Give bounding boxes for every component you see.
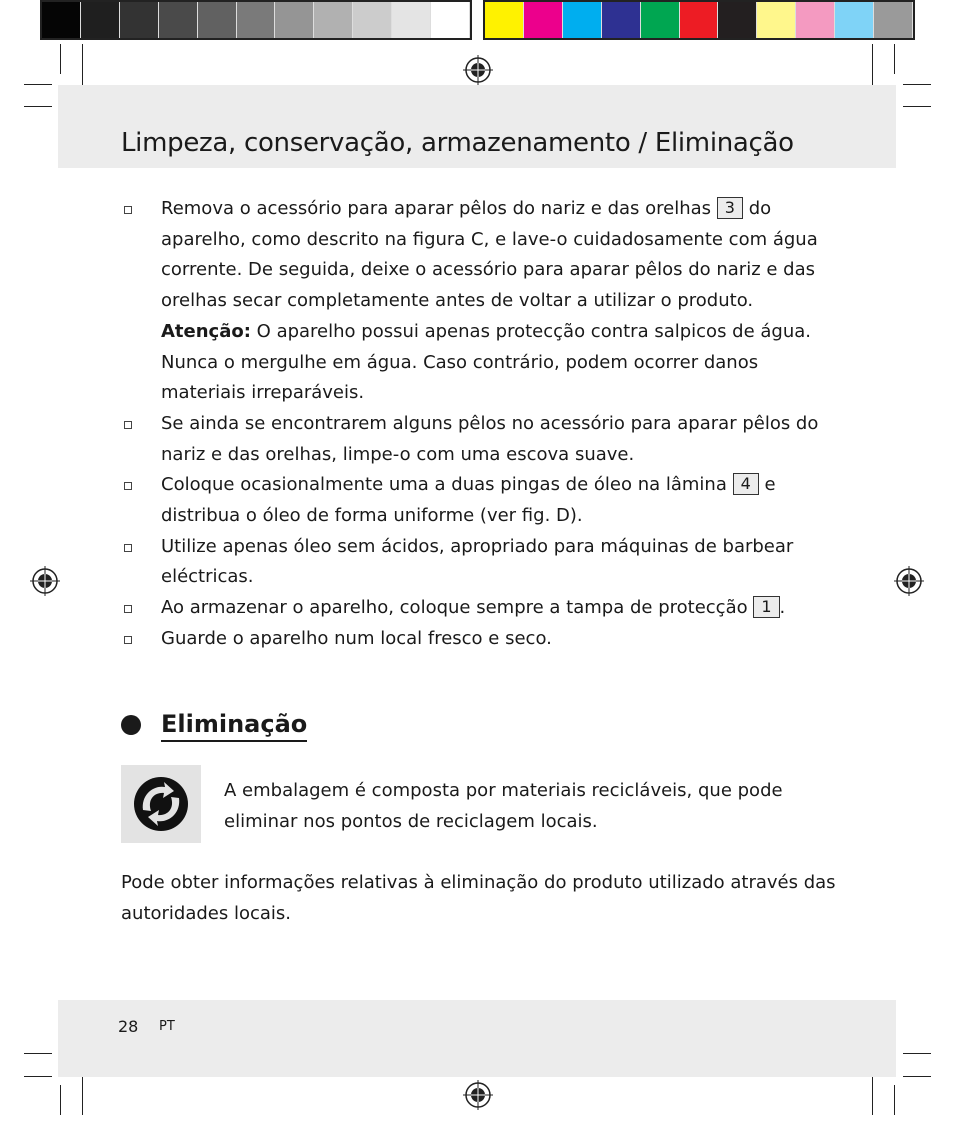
recycling-logo-box	[121, 765, 201, 843]
page-language: PT	[159, 1019, 175, 1034]
list-item-text: Coloque ocasionalmente uma a duas pingas de óleo na lâmina	[161, 474, 727, 496]
checkbox-bullet-icon	[124, 482, 132, 490]
color-swatch	[524, 2, 563, 38]
color-swatch	[835, 2, 874, 38]
crop-mark	[903, 106, 931, 107]
section-heading	[121, 708, 307, 742]
checkbox-bullet-icon	[124, 605, 132, 613]
list-item	[121, 409, 841, 470]
color-swatch	[757, 2, 796, 38]
registration-mark-icon	[894, 566, 924, 596]
checkbox-bullet-icon	[124, 421, 132, 429]
list-item-text: Utilize apenas óleo sem ácidos, apropriado para máquinas de barbear eléctricas.	[161, 535, 794, 588]
color-swatch	[237, 2, 276, 38]
list-item-text: do aparelho, como descrito na figura C, e lave-o cuidadosamente com água corrente. De seguida, deixe o acessório para aparar pêlos do nariz e das orelhas secar completamente antes de voltar a utilizar o produto.	[161, 198, 818, 312]
crop-mark	[872, 44, 873, 89]
part-reference-badge: 1	[753, 596, 779, 618]
registration-mark-icon	[30, 566, 60, 596]
page-number: 28	[118, 1017, 139, 1036]
color-swatch	[874, 2, 913, 38]
process-color-bar	[483, 0, 915, 40]
warning-label: Atenção:	[161, 320, 251, 342]
color-swatch	[392, 2, 431, 38]
list-item-text: Se ainda se encontrarem alguns pêlos no acessório para aparar pêlos do nariz e das orelhas, limpe-o com uma escova suave.	[161, 412, 819, 465]
crop-mark	[872, 1073, 873, 1115]
color-swatch	[120, 2, 159, 38]
color-swatch	[431, 2, 470, 38]
disposal-info-text: Pode obter informações relativas à eliminação do produto utilizado através das autoridades locais.	[121, 872, 836, 924]
color-swatch	[42, 2, 81, 38]
list-item-text: .	[779, 597, 786, 619]
green-dot-recycling-icon	[121, 765, 201, 843]
crop-mark	[82, 44, 83, 89]
crop-mark	[82, 1073, 83, 1115]
list-item	[121, 593, 841, 624]
color-swatch	[602, 2, 641, 38]
footer-band	[58, 1000, 896, 1077]
color-swatch	[796, 2, 835, 38]
crop-mark	[894, 44, 895, 74]
crop-mark	[24, 106, 52, 107]
color-swatch	[275, 2, 314, 38]
part-reference-badge: 4	[733, 473, 759, 495]
color-swatch	[159, 2, 198, 38]
list-item	[121, 624, 841, 655]
crop-mark	[60, 44, 61, 74]
crop-mark	[903, 1076, 931, 1077]
color-swatch	[485, 2, 524, 38]
checkbox-bullet-icon	[124, 206, 132, 214]
crop-mark	[24, 84, 52, 85]
list-item-text: Remova o acessório para aparar pêlos do nariz e das orelhas	[161, 198, 712, 219]
list-item-text: Guarde o aparelho num local fresco e seco.	[161, 627, 552, 649]
color-swatch	[641, 2, 680, 38]
crop-mark	[24, 1053, 52, 1054]
list-item	[121, 194, 841, 409]
list-item-text: Ao armazenar o aparelho, coloque sempre a tampa de protecção	[161, 597, 748, 619]
color-swatch	[353, 2, 392, 38]
color-swatch	[563, 2, 602, 38]
grayscale-color-bar	[40, 0, 472, 40]
part-reference-badge: 3	[717, 197, 743, 219]
color-swatch	[718, 2, 757, 38]
bullet-dot-icon	[121, 715, 141, 735]
registration-mark-icon	[463, 1080, 493, 1110]
crop-mark	[903, 1053, 931, 1054]
list-item	[121, 532, 841, 593]
checkbox-bullet-icon	[124, 636, 132, 644]
crop-mark	[894, 1085, 895, 1115]
warning-text: O aparelho possui apenas protecção contra salpicos de água. Nunca o mergulhe em água. Caso contrário, podem ocorrer danos materiais irreparáveis.	[161, 320, 812, 404]
color-swatch	[198, 2, 237, 38]
checkbox-bullet-icon	[124, 544, 132, 552]
color-swatch	[314, 2, 353, 38]
list-item	[121, 470, 841, 531]
instruction-list	[121, 194, 841, 655]
color-swatch	[81, 2, 120, 38]
crop-mark	[903, 84, 931, 85]
crop-mark	[24, 1076, 52, 1077]
recycling-text: A embalagem é composta por materiais recicláveis, que pode eliminar nos pontos de reciclagem locais.	[224, 780, 783, 832]
crop-mark	[60, 1085, 61, 1115]
page-title: Limpeza, conservação, armazenamento / Eliminação	[121, 128, 794, 158]
section-title: Eliminação	[161, 708, 307, 742]
color-swatch	[680, 2, 719, 38]
registration-mark-icon	[463, 55, 493, 85]
list-item-text: e distribua o óleo de forma uniforme (ver fig. D).	[161, 474, 776, 527]
